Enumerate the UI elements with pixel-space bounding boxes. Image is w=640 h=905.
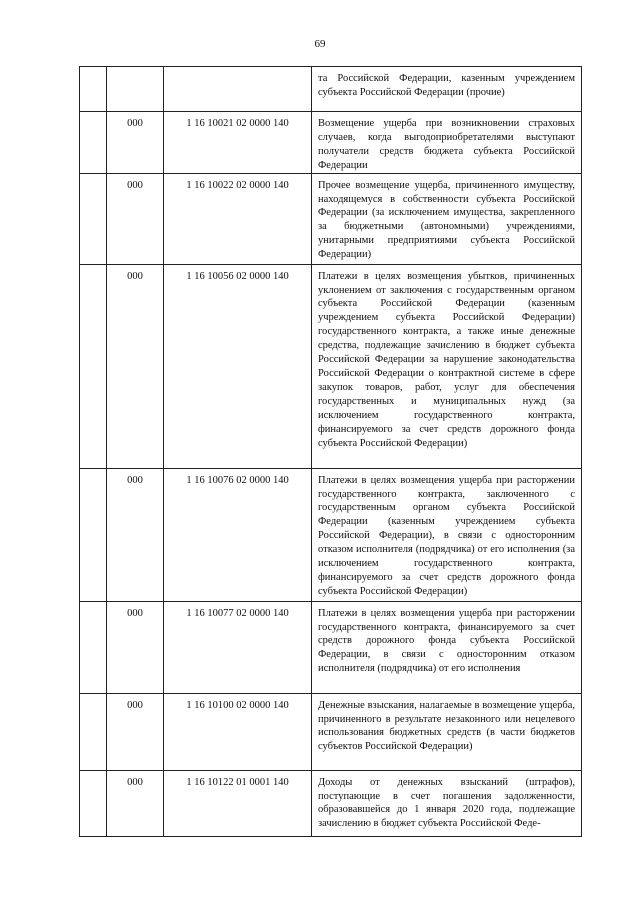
- table-row: [80, 601, 582, 693]
- page-number: 69: [314, 38, 326, 50]
- admin-code-cell: 000: [107, 468, 164, 601]
- table-row: [80, 112, 582, 174]
- admin-code-cell: [107, 67, 164, 112]
- admin-code-cell: 000: [107, 112, 164, 174]
- table-row: [80, 264, 582, 468]
- table-row: [80, 67, 582, 112]
- revenue-code-cell: 1 16 10100 02 0000 140: [164, 693, 312, 770]
- revenue-code-cell: 1 16 10021 02 0000 140: [164, 112, 312, 174]
- revenue-description-cell: Прочее возмещение ущерба, причиненного имуществу, находящемуся в собственности субъекта Российской Федерации (за исключением имущества, закрепленного за бюджетными (автономными) учреждениями, унитарными предприятиями субъекта Российской Федерации): [312, 173, 582, 264]
- revenue-description-cell: Платежи в целях возмещения убытков, причиненных уклонением от заключения с государственным органом субъекта Российской Федерации (казенным учреждением субъекта Российской Федерации) государственного контракта, а также иные денежные средства, подлежащие зачислению в бюджет субъекта Российской Федерации за нарушение законодательства Российской Федерации о контрактной системе в сфере закупок товаров, работ, услуг для обеспечения государственных и муниципальных нужд (за исключением государственного контракта, финансируемого за счет средств дорожного фонда субъекта Российской Федерации): [312, 264, 582, 468]
- revenue-code-cell: 1 16 10022 02 0000 140: [164, 173, 312, 264]
- admin-code-cell: 000: [107, 173, 164, 264]
- revenue-description-cell: Платежи в целях возмещения ущерба при расторжении государственного контракта, заключенного с государственным органом субъекта Российской Федерации (казенным учреждением субъекта Российской Федерации), в связи с односторонним отказом исполнителя (подрядчика) от его исполнения (за исключением государственного контракта, финансируемого за счет средств дорожного фонда субъекта Российской Федерации): [312, 468, 582, 601]
- revenue-description-cell: Возмещение ущерба при возникновении страховых случаев, когда выгодоприобретателями выступают получатели средств бюджета субъекта Российской Федерации: [312, 112, 582, 174]
- budget-classification-table: [79, 66, 582, 837]
- table-row: [80, 693, 582, 770]
- table-row: [80, 173, 582, 264]
- revenue-code-cell: 1 16 10056 02 0000 140: [164, 264, 312, 468]
- table-row: [80, 770, 582, 836]
- admin-code-cell: 000: [107, 693, 164, 770]
- table-body: [80, 67, 582, 837]
- row-number-cell: [80, 601, 107, 693]
- revenue-code-cell: 1 16 10122 01 0001 140: [164, 770, 312, 836]
- revenue-code-cell: [164, 67, 312, 112]
- row-number-cell: [80, 173, 107, 264]
- revenue-code-cell: 1 16 10076 02 0000 140: [164, 468, 312, 601]
- admin-code-cell: 000: [107, 601, 164, 693]
- revenue-description-cell: Платежи в целях возмещения ущерба при расторжении государственного контракта, финансируемого за счет средств дорожного фонда субъекта Российской Федерации, в связи с односторонним отказом исполнителя (подрядчика) от его исполнения: [312, 601, 582, 693]
- row-number-cell: [80, 67, 107, 112]
- row-number-cell: [80, 770, 107, 836]
- admin-code-cell: 000: [107, 264, 164, 468]
- revenue-description-cell: Доходы от денежных взысканий (штрафов), поступающие в счет погашения задолженности, образовавшейся до 1 января 2020 года, подлежащие зачислению в бюджет субъекта Российской Феде-: [312, 770, 582, 836]
- row-number-cell: [80, 264, 107, 468]
- row-number-cell: [80, 693, 107, 770]
- revenue-code-cell: 1 16 10077 02 0000 140: [164, 601, 312, 693]
- revenue-description-cell: та Российской Федерации, казенным учреждением субъекта Российской Федерации (прочие): [312, 67, 582, 112]
- revenue-description-cell: Денежные взыскания, налагаемые в возмещение ущерба, причиненного в результате незаконного или нецелевого использования бюджетных средств (в части бюджетов субъектов Российской Федерации): [312, 693, 582, 770]
- row-number-cell: [80, 468, 107, 601]
- table-row: [80, 468, 582, 601]
- row-number-cell: [80, 112, 107, 174]
- admin-code-cell: 000: [107, 770, 164, 836]
